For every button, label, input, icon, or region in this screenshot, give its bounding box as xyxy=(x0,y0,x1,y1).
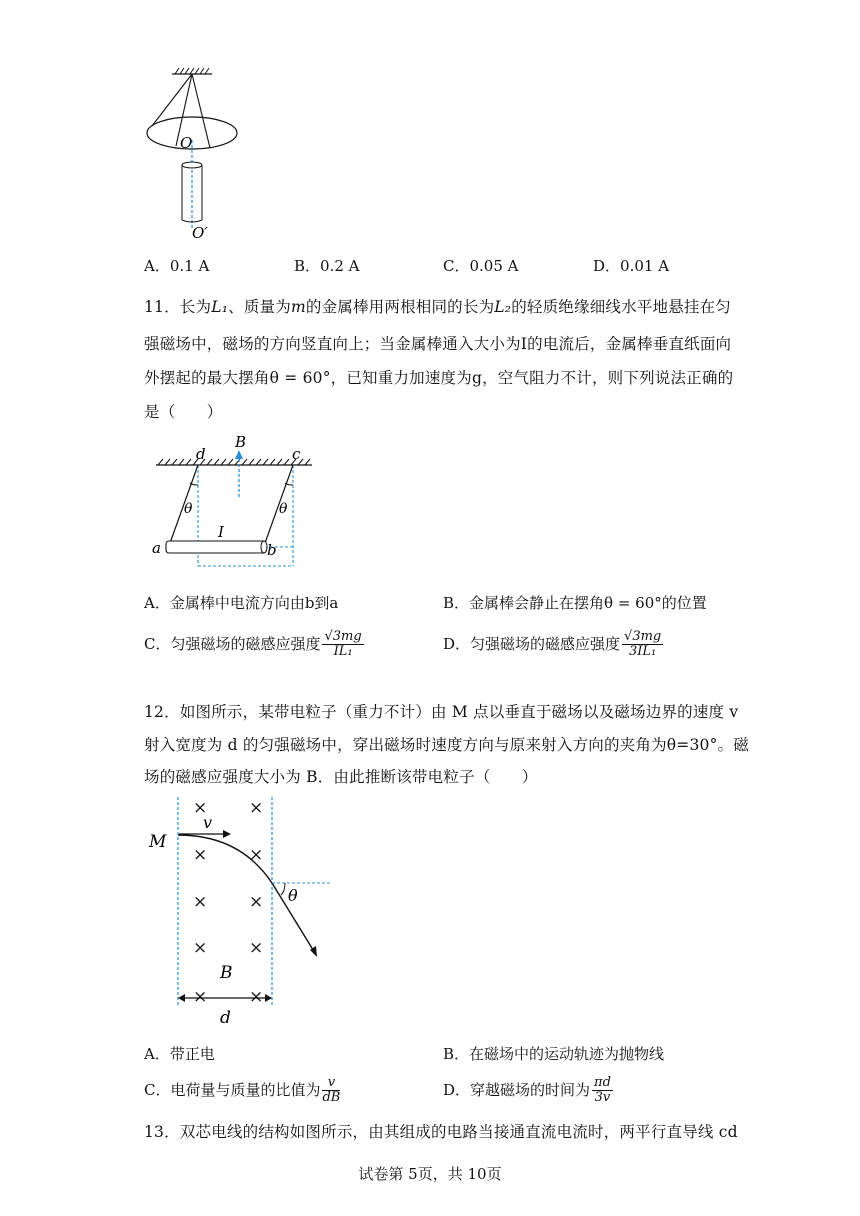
field-cross: × xyxy=(249,987,264,1007)
q11-line-3: 外摆起的最大摆角θ = 60°，已知重力加速度为g，空气阻力不计，则下列说法正确的 xyxy=(144,369,734,387)
fraction-numerator: πd xyxy=(594,1075,611,1090)
q12-option-c xyxy=(144,1076,340,1106)
field-cross: × xyxy=(193,987,208,1007)
q10-option-c: C．0.05 A xyxy=(443,257,519,275)
field-cross: × xyxy=(249,892,264,912)
q12-option-d-fraction xyxy=(592,1076,613,1106)
label-theta-right: θ xyxy=(279,501,288,517)
field-cross: × xyxy=(193,938,208,958)
q11-option-a: A．金属棒中电流方向由b到a xyxy=(144,594,339,612)
field-cross: × xyxy=(249,845,264,865)
q11-option-d-text: D．匀强磁场的磁感应强度 xyxy=(443,634,621,653)
q12-option-c-text: C．电荷量与质量的比值为 xyxy=(144,1080,321,1099)
q12-option-b: B．在磁场中的运动轨迹为抛物线 xyxy=(443,1045,665,1063)
label-theta-left: θ xyxy=(184,501,193,517)
field-cross: × xyxy=(249,938,264,958)
q10-option-a: A．0.1 A xyxy=(144,257,210,275)
q11-option-d xyxy=(443,630,663,660)
label-d: d xyxy=(196,445,206,463)
field-cross: × xyxy=(193,798,208,818)
label-current: I xyxy=(218,523,224,541)
q11-line-2: 强磁场中，磁场的方向竖直向上；当金属棒通入大小为I的电流后，金属棒垂直纸面向 xyxy=(144,335,732,353)
q12-line-3: 场的磁感应强度大小为 B．由此推断该带电粒子（ ） xyxy=(144,768,538,786)
q11-option-c-fraction xyxy=(322,630,363,660)
q11-var-m: m xyxy=(290,298,306,316)
q11-line-4: 是（ ） xyxy=(144,403,223,421)
label-d: d xyxy=(220,1008,231,1025)
q12-line-1: 12．如图所示，某带电粒子（重力不计）由 M 点以垂直于磁场以及磁场边界的速度 v xyxy=(144,703,739,721)
label-b: b xyxy=(267,541,277,559)
q10-option-b: B．0.2 A xyxy=(294,257,360,275)
q12-option-d-text: D．穿越磁场的时间为 xyxy=(443,1080,591,1099)
q11-text-d: 的轻质绝缘细线水平地悬挂在匀 xyxy=(511,298,732,316)
label-c: c xyxy=(292,445,301,463)
q12-figure xyxy=(145,795,345,1025)
label-a: a xyxy=(152,539,161,557)
fraction-numerator: √3mg xyxy=(324,629,362,644)
fraction-numerator: v xyxy=(322,1076,340,1091)
label-v: v xyxy=(203,813,213,832)
q11-text-a: 11．长为 xyxy=(144,298,212,316)
label-o-prime: O′ xyxy=(192,224,208,242)
q12-option-d xyxy=(443,1076,613,1106)
q11-var-l2: L₂ xyxy=(494,298,512,316)
q10-option-d: D．0.01 A xyxy=(593,257,670,275)
q11-var-l1: L₁ xyxy=(211,298,229,316)
q11-option-c xyxy=(144,630,364,660)
label-o: O xyxy=(180,134,193,152)
field-cross: × xyxy=(249,798,264,818)
q11-figure xyxy=(150,433,320,573)
q10-figure xyxy=(140,66,250,242)
q12-line-2: 射入宽度为 d 的匀强磁场中，穿出磁场时速度方向与原来射入方向的夹角为θ=30°。磁 xyxy=(144,736,749,754)
label-b-field: B xyxy=(220,963,233,983)
q11-text-b: 、质量为 xyxy=(228,298,291,316)
fraction-numerator: √3mg xyxy=(624,629,662,644)
q11-line-1 xyxy=(144,295,731,317)
q11-text-c: 的金属棒用两根相同的长为 xyxy=(305,298,495,316)
q13-line-1: 13．双芯电线的结构如图所示，由其组成的电路当接通直流电流时，两平行直导线 cd xyxy=(144,1123,738,1141)
label-theta: θ xyxy=(288,886,298,905)
page-footer: 试卷第 5页，共 10页 xyxy=(358,1165,502,1183)
q12-option-c-fraction xyxy=(322,1076,340,1106)
q11-option-d-fraction xyxy=(622,630,663,660)
label-m: M xyxy=(149,832,167,852)
fraction-denominator: 3v xyxy=(594,1090,611,1106)
fraction-denominator: 3IL₁ xyxy=(629,644,657,660)
q11-option-c-text: C．匀强磁场的磁感应强度 xyxy=(144,634,321,653)
field-cross: × xyxy=(193,845,208,865)
fraction-denominator: dB xyxy=(322,1090,341,1106)
label-b-field: B xyxy=(235,433,247,451)
fraction-denominator: IL₁ xyxy=(333,644,353,660)
q11-option-b: B．金属棒会静止在摆角θ = 60°的位置 xyxy=(443,594,707,612)
field-cross: × xyxy=(193,892,208,912)
q12-option-a: A．带正电 xyxy=(144,1045,215,1063)
